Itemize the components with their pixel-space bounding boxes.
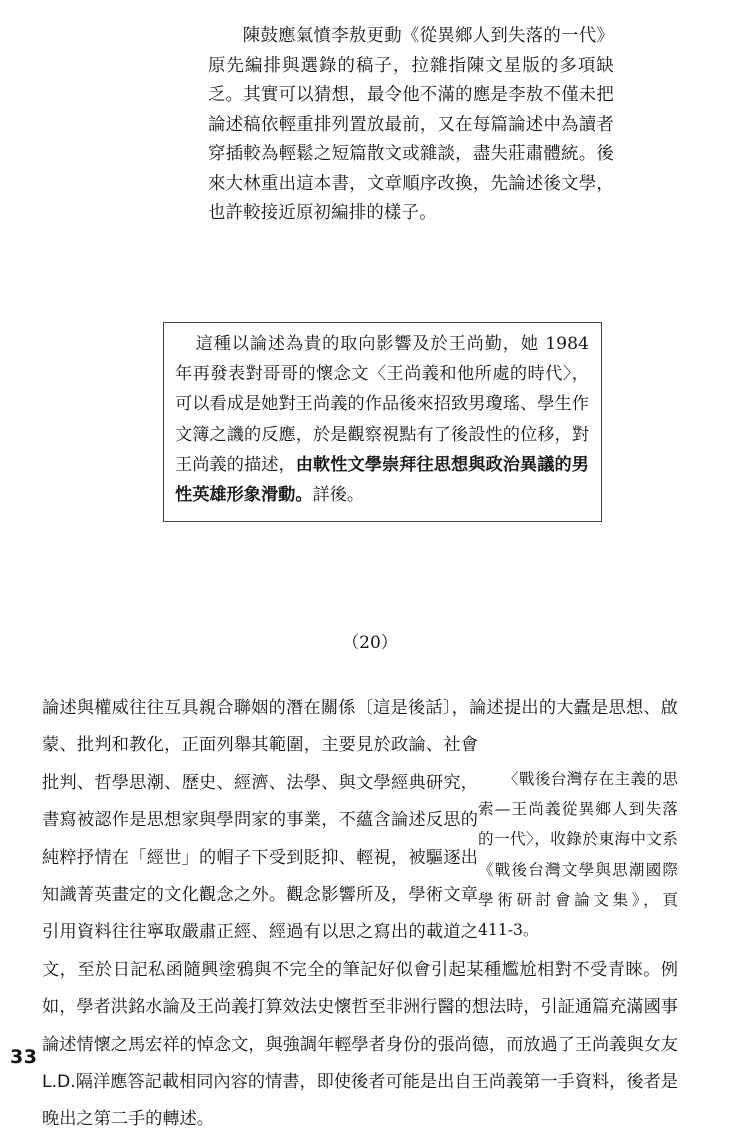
quote-box-text [175,329,589,510]
side-note [478,764,678,945]
main-body-text: 論述與權威往往互具親合聯姻的潛在關係〔這是後話〕，論述提出的大蠹是思想、啟蒙、批判和教化，正面列舉其範圍，主要見於政論、社會批判、哲學思潮、歷史、經濟、法學、與文學經典研究，書寫被認作是思想家與學問家的事業，不蘊含論述反思的純粹抒情在「經世」的帽子下受到貶抑、輕視，被驅逐出知識菁英畫定的文化觀念之外。觀念影響所及，學術文章引用資料往往寧取嚴肅正經、經過有以思之寫出的載道之文，至於日記私函隨興塗鴉與不完全的筆記好似會引起某種尷尬相對不受青睞。例如，學者洪銘水論及王尚義打算效法史懷哲至非洲行醫的想法時，引証通篇充滿國事論述情懷之馬宏祥的悼念文，與強調年輕學者身份的張尚德，而放過了王尚義與女友 L.D.隔洋應答記載相同內容的情書，即使後者可能是出自王尚義第一手資料，後者是晚出之第二手的轉述。 [42,698,678,1130]
top-paragraph: 陳鼓應氣憤李敖更動《從異鄉人到失落的一代》原先編排與選錄的稿子，拉雜指陳文星版的多項缺乏。其實可以猜想，最令他不滿的應是李敖不僅未把論述稿依輕重排列置放最前，又在每篇論述中為讀者穿插較為輕鬆之短篇散文或雜談，盡失莊肅體統。後來大林重出這本書，文章順序改換，先論述後文學，也許較接近原初編排的樣子。 [208,26,614,223]
quote-text-bold: 由軟性文學崇拜往思想與政治異議的男性英雄形象滑動。 [175,454,589,506]
quote-box [163,322,602,522]
main-body [42,690,678,1139]
page-number: 33 [10,1046,38,1068]
quote-text-regular-first: 這種以論述為貴的取向影響及於王尚勤，她 1984 年再發表對哥哥的懷念文〈王尚義和他所處的時代〉，可以看成是她對王尚義的作品後來招致男瓊瑤、學生作文簿之譏的反應，於是觀察視點有了後設性的位移，對王尚義的描述， [175,334,589,475]
side-note-text: 〈戰後台灣存在主義的思索—王尚義從異鄉人到失落的一代〉，收錄於東海中文系《戰後台灣文學與思潮國際學術研討會論文集》，頁 411-3。 [478,770,678,940]
quote-text-regular-last: 詳後。 [312,485,365,506]
section-marker: （20） [342,633,398,653]
